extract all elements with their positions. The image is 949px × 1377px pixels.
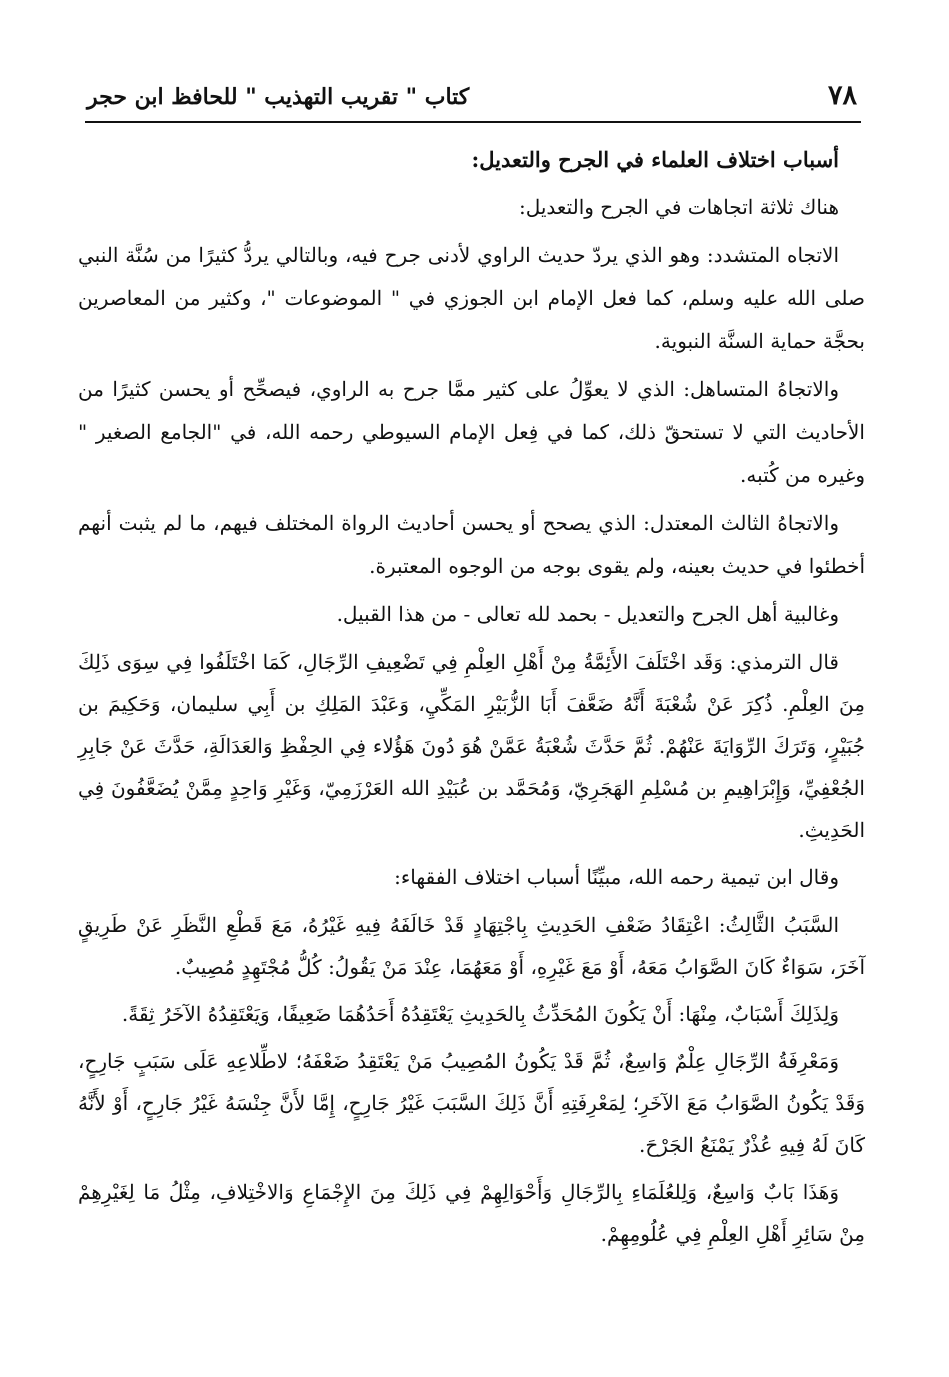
paragraph-moderate-trend: والاتجاهُ الثالث المعتدل: الذي يصحح أو يحسن أحاديث الرواة المختلف فيهم، ما لم يثبت أنهم أخطئوا في حديث بعينه، ولم يقوى بوجه من الوجوه المعتبرة. — [78, 511, 865, 578]
book-title: كتاب " تقريب التهذيب " للحافظ ابن حجر — [87, 84, 470, 110]
paragraph-reasons: وَلِذَلِكَ أَسْبَابٌ، مِنْهَا: أَنْ يَكُونَ المُحَدِّثُ بِالحَدِيثِ يَعْتَقِدُهُ أَحَدُهُمَا ضَعِيفًا، وَيَعْتَقِدُهُ الآخَرُ ثِقَةً. — [121, 1002, 839, 1026]
paragraph-wide-field: وَهَذَا بَابٌ وَاسِعٌ، وَلِلعُلَمَاءِ بِالرِّجَالِ وَأَحْوَالِهِمْ فِي ذَلِكَ مِنَ الإِجْمَاعِ وَالاخْتِلافِ، مِثْلُ مَا لِغَيْرِهِمْ مِنْ سَائِرِ أَهْلِ العِلْمِ فِي عُلُومِهِمْ. — [78, 1180, 865, 1246]
section-heading: أسباب اختلاف العلماء في الجرح والتعديل: — [471, 147, 839, 172]
header-divider — [85, 121, 861, 123]
paragraph-ibn-taymiyya-intro: وقال ابن تيمية رحمه الله، مبيِّنًا أسباب اختلاف الفقهاء: — [394, 865, 839, 889]
paragraph-majority: وغالبية أهل الجرح والتعديل - بحمد لله تعالى - من هذا القبيل. — [336, 602, 839, 626]
paragraph-third-reason: السَّبَبُ الثَّالِثُ: اعْتِقَادُ ضَعْفِ الحَدِيثِ بِاجْتِهَادٍ قَدْ خَالَفَهُ فِيهِ غَيْرُهُ، مَعَ قَطْعِ النَّظَرِ عَنْ طَرِيقٍ آخَرَ، سَوَاءٌ كَانَ الصَّوَابُ مَعَهُ، أَوْ مَعَ غَيْرِهِ، أَوْ مَعَهُمَا، عِنْدَ مَنْ يَقُولُ: كُلُّ مُجْتَهِدٍ مُصِيبٌ. — [78, 913, 865, 979]
page-number: ٧٨ — [827, 80, 857, 111]
paragraph-intro: هناك ثلاثة اتجاهات في الجرح والتعديل: — [518, 195, 839, 219]
page-body — [78, 138, 865, 1260]
paragraph-tirmidhi-quote: قال الترمذي: وَقَد اخْتَلَفَ الأَئِمَّةُ مِنْ أَهْلِ العِلْمِ فِي تَضْعِيفِ الرِّجَالِ، كَمَا اخْتَلَفُوا فِي سِوَى ذَلِكَ مِنَ العِلْمِ. ذُكِرَ عَنْ شُعْبَةَ أَنَّهُ ضَعَّفَ أَبَا الزُّبَيْرِ المَكِّيِ، وَعَبْدَ المَلِكِ بن أَبِي سليمان، وَحَكِيمَ بن جُبَيْرٍ، وَتَرَكَ الرِّوَايَةَ عَنْهُمْ. ثُمَّ حَدَّثَ شُعْبَةُ عَمَّنْ هُوَ دُونَ هَؤُلاء فِي الحِفْظِ وَالعَدَالَةِ، حَدَّثَ عَنْ جَابِرِ الجُعْفِيِّ، وَإِبْرَاهِيمِ بن مُسْلِمِ الهَجَرِيّ، وَمُحَمَّد بن عُبَيْدِ الله العَرْزَمِيّ، وَغَيْرِ وَاحِدٍ مِمَّنْ يُضَعَّفُونَ فِي الحَدِيثِ. — [78, 650, 865, 842]
paragraph-strict-trend: الاتجاه المتشدد: وهو الذي يردّ حديث الراوي لأدنى جرح فيه، وبالتالي يردُّ كثيرًا من سُنَّة النبي صلى الله عليه وسلم، كما فعل الإمام ابن الجوزي في " الموضوعات "، وكثير من المعاصرين بحجَّة حماية السنَّة النبوية. — [78, 243, 865, 353]
paragraph-lenient-trend: والاتجاهُ المتساهل: الذي لا يعوِّلُ على كثير ممَّا جرح به الراوي، فيصحِّح أو يحسن كثيرًا من الأحاديث التي لا تستحقّ ذلك، كما في فِعل الإمام السيوطي رحمه الله، في "الجامع الصغير " وغيره من كُتبه. — [78, 377, 865, 487]
paragraph-knowledge-of-men: وَمَعْرِفَةُ الرِّجَالِ عِلْمٌ وَاسِعٌ، ثُمَّ قَدْ يَكُونُ المُصِيبُ مَنْ يَعْتَقِدُ ضَعْفَهُ؛ لاطِّلاعِهِ عَلَى سَبَبٍ جَارِحٍ، وَقَدْ يَكُونُ الصَّوَابُ مَعَ الآخَرِ؛ لِمَعْرِفَتِهِ أَنَّ ذَلِكَ السَّبَبَ غَيْرُ جَارِحٍ، إِمَّا لأَنَّ جِنْسَهُ غَيْرُ جَارِحٍ، أَوْ لأَنَّهُ كَانَ لَهُ فِيهِ عُذْرٌ يَمْنَعُ الجَرْحَ. — [78, 1049, 865, 1157]
running-header — [85, 78, 857, 118]
